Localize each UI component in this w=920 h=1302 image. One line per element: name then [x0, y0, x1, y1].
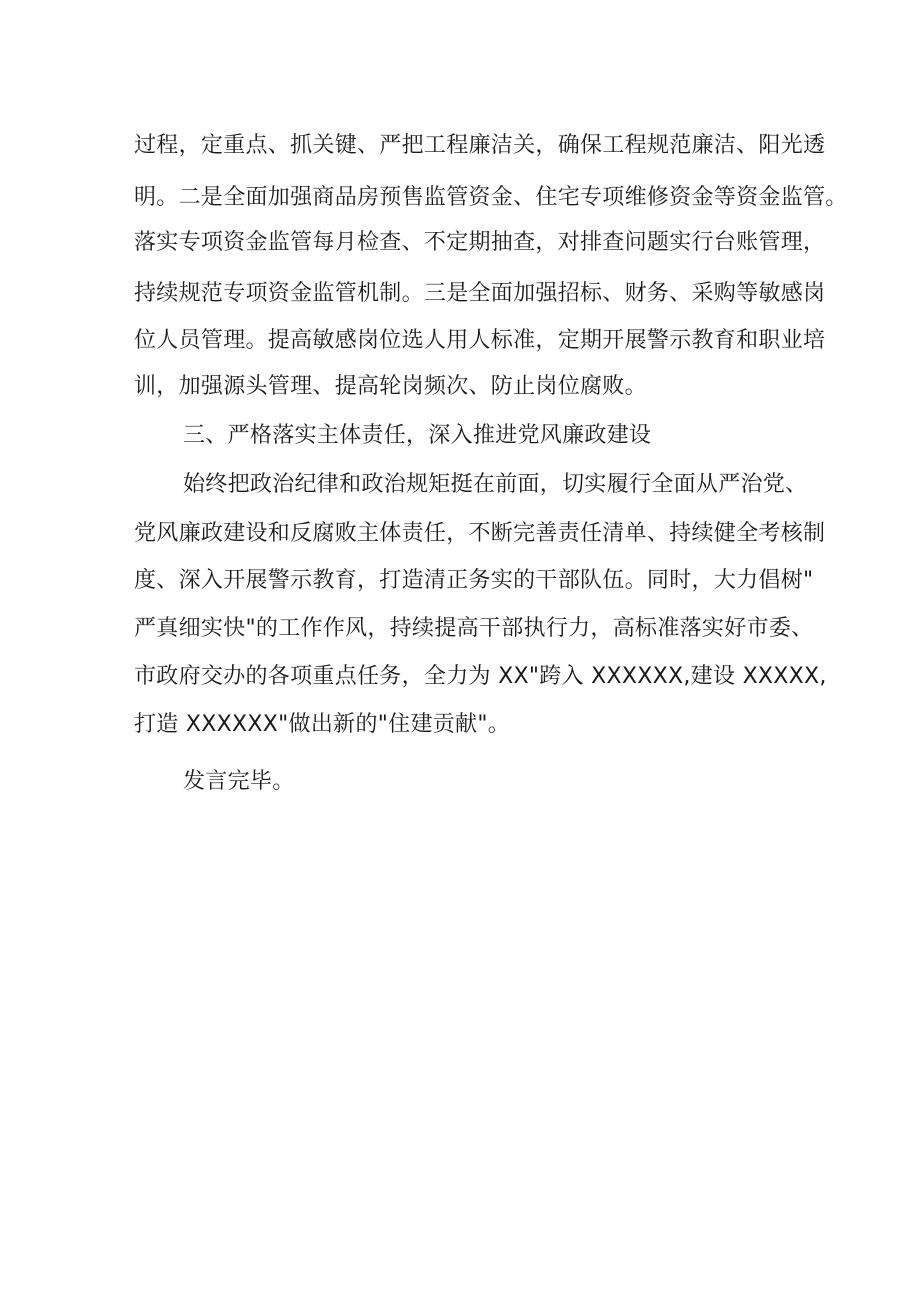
closing-line: 发言完毕。 [183, 769, 295, 794]
paragraph-2-line-5: 市政府交办的各项重点任务，全力为 XX"跨入 XXXXXX,建设 XXXXX, [134, 664, 827, 689]
paragraph-2-line-3: 度、深入开展警示教育，打造清正务实的干部队伍。同时，大力倡树" [134, 568, 814, 593]
paragraph-2-line-6: 打造 XXXXXX"做出新的"住建贡献"。 [134, 712, 511, 737]
paragraph-1-line-3: 落实专项资金监管每月检查、不定期抽查，对排查问题实行台账管理， [134, 230, 826, 255]
paragraph-1-line-4: 持续规范专项资金监管机制。三是全面加强招标、财务、采购等敏感岗 [134, 281, 826, 306]
paragraph-2-line-1: 始终把政治纪律和政治规矩挺在前面，切实履行全面从严治党、 [183, 472, 808, 497]
paragraph-2-line-2: 党风廉政建设和反腐败主体责任，不断完善责任清单、持续健全考核制 [134, 521, 826, 546]
paragraph-2-line-4: 严真细实快"的工作作风，持续提高干部执行力，高标准落实好市委、 [134, 616, 814, 641]
paragraph-1-line-1: 过程，定重点、抓关键、严把工程廉洁关，确保工程规范廉洁、阳光透 [134, 133, 826, 158]
section-heading-3: 三、严格落实主体责任，深入推进党风廉政建设 [183, 423, 652, 448]
paragraph-1-line-6: 训，加强源头管理、提高轮岗频次、防止岗位腐败。 [134, 374, 647, 399]
paragraph-1-line-5: 位人员管理。提高敏感岗位选人用人标准，定期开展警示教育和职业培 [134, 328, 826, 353]
paragraph-1-line-2: 明。二是全面加强商品房预售监管资金、住宅专项维修资金等资金监管。 [134, 185, 848, 210]
